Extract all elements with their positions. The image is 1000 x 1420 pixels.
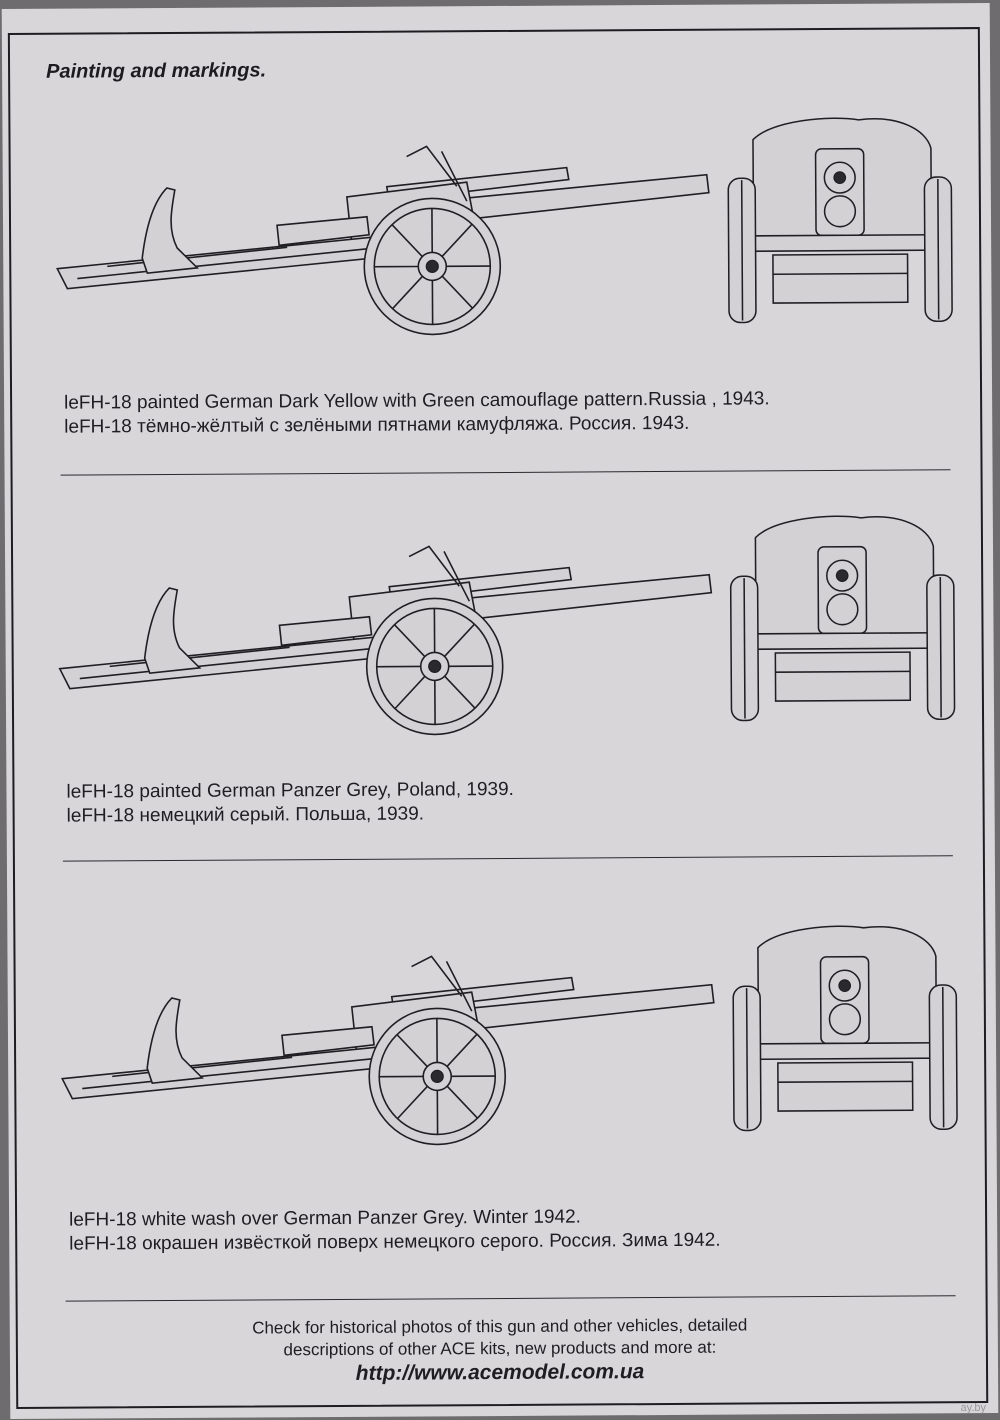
caption-russian: leFH-18 немецкий серый. Польша, 1939.: [66, 803, 425, 827]
caption-english: leFH-18 white wash over German Panzer Grey. Winter 1942.: [69, 1206, 581, 1231]
footer: [140, 1314, 860, 1386]
scheme-caption: [64, 387, 770, 439]
caption-russian: leFH-18 тёмно-жёлтый с зелёными пятнами камуфляжа. Россия. 1943.: [64, 412, 690, 438]
side-view-illustration: [46, 115, 727, 349]
scheme-caption: [69, 1205, 721, 1257]
caption-english: leFH-18 painted German Panzer Grey, Poland, 1939.: [66, 778, 514, 803]
website-link[interactable]: http://www.acemodel.com.ua: [355, 1360, 645, 1385]
front-view-illustration: [714, 105, 965, 337]
scheme-caption: [66, 778, 514, 829]
footer-line-1: Check for historical photos of this gun and other vehicles, detailed: [252, 1315, 748, 1338]
instruction-sheet: [2, 3, 999, 1419]
front-view-illustration: [719, 913, 970, 1145]
watermark: ay.by: [960, 1402, 986, 1414]
front-view-illustration: [717, 503, 968, 735]
caption-english: leFH-18 painted German Dark Yellow with Green camouflage pattern.Russia , 1943.: [64, 388, 770, 414]
side-view-illustration: [51, 925, 732, 1159]
footer-line-2: descriptions of other ACE kits, new products and more at:: [283, 1337, 717, 1360]
page-heading: Painting and markings.: [46, 59, 267, 83]
side-view-illustration: [49, 515, 730, 749]
caption-russian: leFH-18 окрашен извёсткой поверх немецкого серого. Россия. Зима 1942.: [69, 1229, 721, 1255]
